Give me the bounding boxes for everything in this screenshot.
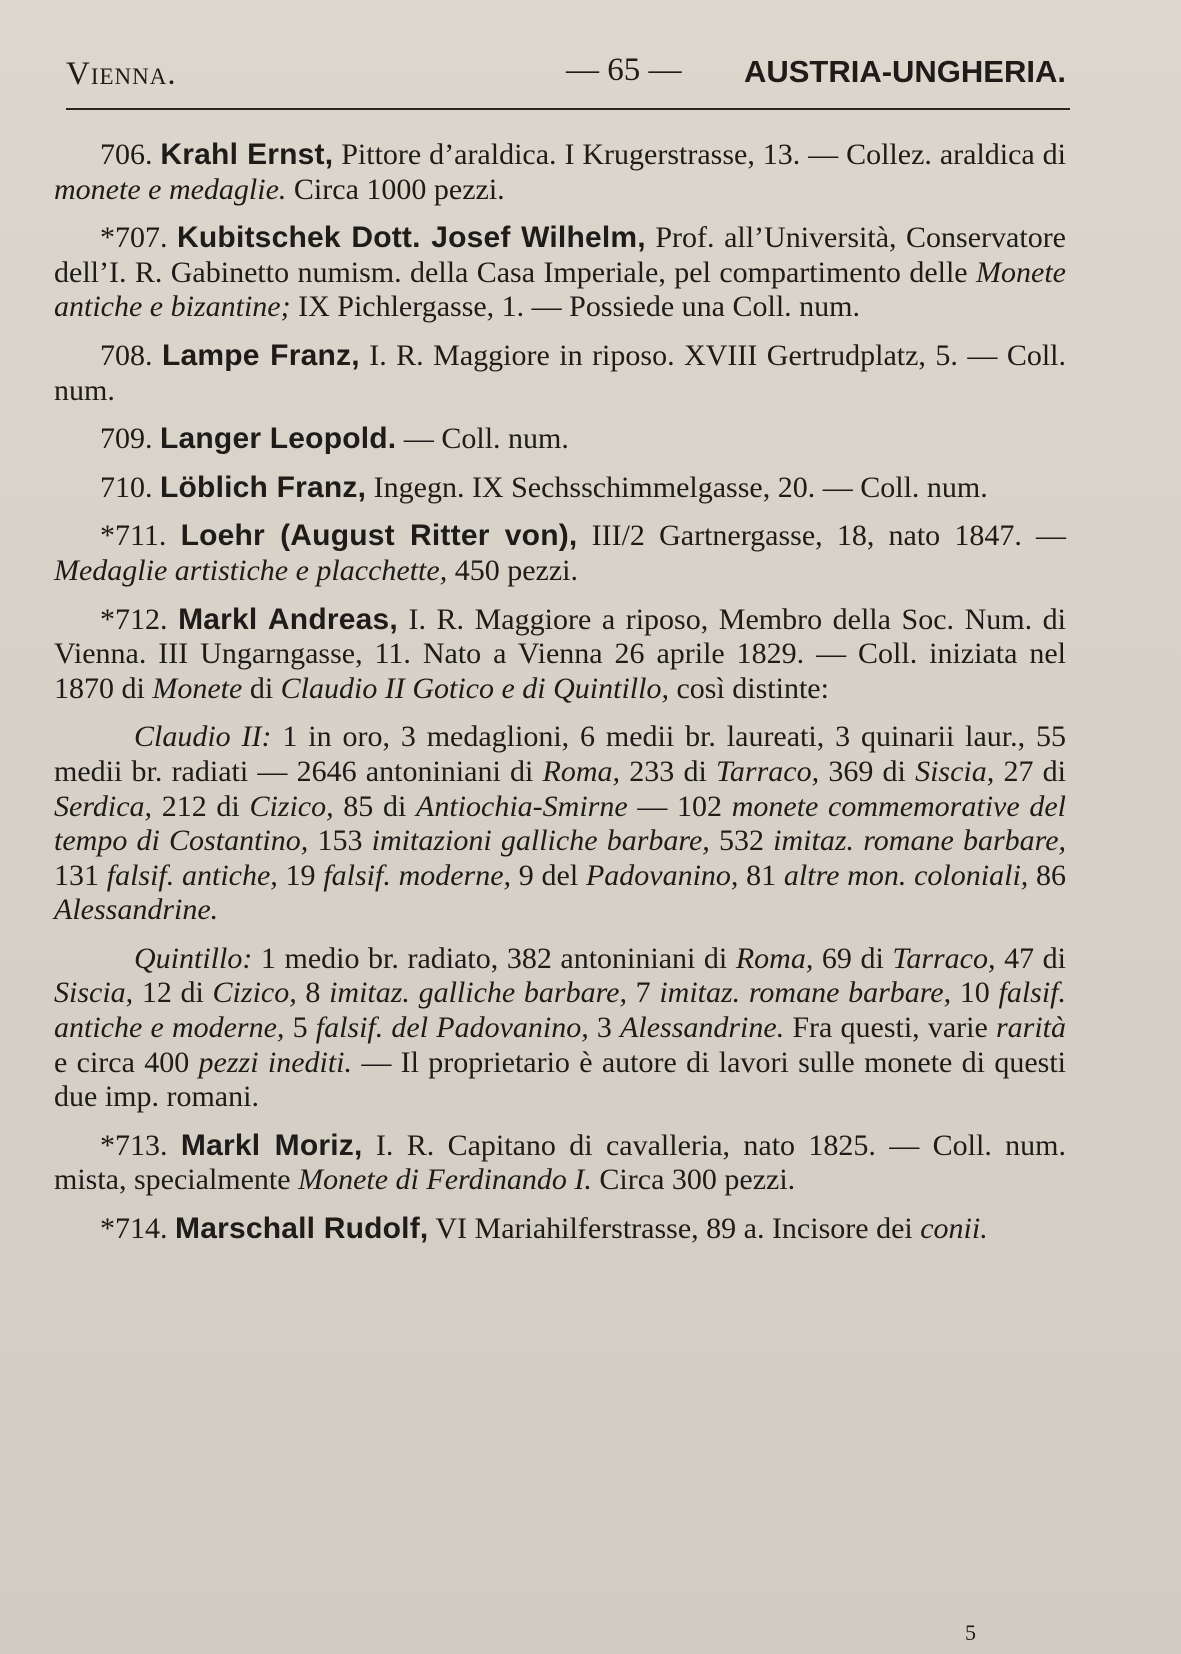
quintillo-paragraph: [54, 942, 1066, 1115]
italic-run: Siscia,: [915, 754, 995, 788]
text-run: 69 di: [813, 941, 893, 975]
italic-run: imitaz. galliche barbare,: [329, 976, 627, 1010]
text-run: 153: [308, 824, 372, 858]
text-run: 19: [277, 858, 324, 892]
entry-text: di: [242, 671, 281, 705]
entry-text: I. R. Maggiore a riposo, Membro della Soc. Num. di Vienna. III Ungarngasse, 11. Nato a Vienna 26 aprile 1829. — Coll. iniziata nel 1870 di: [54, 602, 1066, 705]
entry-714: [54, 1212, 1066, 1247]
italic-run: Alessandrine.: [620, 1011, 785, 1045]
text-run: 5: [284, 1011, 316, 1045]
italic-run: Tarraco,: [716, 754, 820, 788]
text-run: 9 del: [511, 858, 586, 892]
entry-italic: conii.: [920, 1212, 988, 1246]
collector-name: Löblich Franz,: [160, 470, 367, 504]
entry-text: Ingegn. IX Sechsschimmelgasse, 20. — Coll. num.: [366, 470, 988, 504]
italic-run: Roma,: [735, 941, 814, 975]
entry-number: 708.: [100, 338, 153, 372]
entry-text: Pittore d’araldica. I Krugerstrasse, 13. — Collez. araldica di: [333, 138, 1066, 171]
claudio-paragraph: [54, 720, 1066, 928]
italic-run: Siscia,: [54, 976, 134, 1010]
italic-run: falsif. antiche,: [106, 858, 278, 892]
italic-run: Cizico,: [249, 789, 334, 823]
entry-text: Circa 300 pezzi.: [591, 1163, 796, 1197]
entry-italic: Monete di Ferdinando I.: [298, 1163, 592, 1197]
entry-707: [54, 221, 1066, 325]
entry-709: [54, 422, 1066, 457]
entry-number: *712.: [100, 602, 168, 636]
italic-run: imitaz. romane barbare,: [659, 976, 952, 1010]
entry-text: III/2 Gartnergasse, 18, nato 1847. —: [577, 519, 1066, 553]
italic-run: altre mon. coloniali,: [783, 858, 1029, 892]
text-run: e circa 400: [54, 1045, 199, 1079]
entry-text: IX Pichlergasse, 1. — Possiede una Coll. num.: [290, 290, 861, 324]
entry-number: 706.: [100, 138, 153, 171]
entry-number: *711.: [100, 519, 167, 553]
entry-number: *707.: [100, 221, 168, 255]
entry-text: 450 pezzi.: [447, 553, 578, 587]
entry-text: così distinte:: [668, 671, 829, 705]
text-run: 8: [296, 976, 330, 1010]
text-run: 532: [709, 824, 774, 858]
italic-run: Roma,: [542, 754, 621, 788]
header-country: AUSTRIA-UNGHERIA.: [743, 54, 1066, 89]
entry-italic: monete e medaglie.: [54, 172, 287, 206]
entry-italic: Monete antiche e bizantine;: [54, 255, 1066, 324]
text-run: 212 di: [152, 789, 250, 823]
text-run: 27 di: [994, 754, 1066, 788]
entry-number: 710.: [100, 470, 153, 504]
text-run: 86: [1028, 858, 1067, 892]
page-number: — 65 —: [566, 52, 682, 88]
italic-run: pezzi inediti.: [198, 1045, 353, 1079]
entry-text: I. R. Capitano di cavalleria, nato 1825. — Coll. num. mista, specialmente: [54, 1128, 1067, 1197]
italic-run: rarità: [995, 1011, 1066, 1045]
collector-name: Markl Moriz,: [180, 1128, 363, 1162]
text-run: 1 medio br. radiato, 382 antoniniani di: [252, 941, 736, 975]
running-header: [66, 46, 1066, 106]
italic-run: falsif. moderne,: [323, 858, 512, 892]
entry-712: [54, 603, 1066, 707]
text-run: 12 di: [133, 976, 213, 1010]
italic-run: Padovanino,: [585, 858, 739, 892]
header-rule: [66, 108, 1070, 110]
collector-name: Kubitschek Dott. Josef Wilhelm,: [177, 221, 646, 255]
italic-run: Quintillo:: [134, 941, 253, 975]
text-run: 81: [738, 858, 784, 892]
entry-number: *713.: [100, 1128, 168, 1162]
entry-italic: Claudio II Gotico e di Quintillo,: [280, 671, 669, 705]
italic-run: falsif. del Padovanino,: [315, 1011, 589, 1045]
text-run: — 102: [627, 789, 732, 823]
collector-name: Langer Leopold.: [160, 422, 397, 456]
entry-708: [54, 339, 1066, 408]
entry-number: *714.: [100, 1212, 168, 1246]
italic-run: Claudio II:: [134, 720, 272, 754]
collector-name: Marschall Rudolf,: [175, 1212, 429, 1246]
text-run: 3: [588, 1011, 621, 1045]
collector-name: Loehr (August Ritter von),: [180, 519, 578, 553]
entry-713: [54, 1129, 1066, 1198]
text-run: 1 in oro, 3 medaglioni, 6 medii br. laureati, 3 quinarii laur., 55 medii br. radiati — 2646 antoniniani di: [54, 720, 1066, 788]
italic-run: monete commemorative del tempo di Costantino,: [54, 789, 1066, 858]
text-run: 7: [626, 976, 660, 1010]
signature-mark: 5: [965, 1620, 976, 1645]
italic-run: Serdica,: [54, 789, 153, 823]
entry-text: Prof. all’Università, Conservatore dell’I. R. Gabinetto numism. della Casa Imperiale, pel compartimento delle: [54, 221, 1066, 289]
italic-run: Tarraco,: [892, 941, 996, 975]
collector-name: Lampe Franz,: [161, 338, 360, 372]
text-run: 10: [951, 976, 999, 1010]
italic-run: Cizico,: [212, 976, 297, 1010]
italic-run: imitaz. romane barbare,: [773, 824, 1067, 858]
entry-number: 709.: [100, 422, 153, 456]
header-city: Vienna.: [66, 56, 177, 92]
italic-run: Antiochia-Smirne: [416, 789, 628, 823]
entry-text: VI Mariahilferstrasse, 89 a. Incisore dei: [428, 1212, 921, 1246]
entry-711: [54, 519, 1066, 588]
text-run: 85 di: [333, 789, 417, 823]
collector-name: Krahl Ernst,: [160, 138, 334, 171]
text-run: — Il proprietario è autore di lavori sulle monete di questi due imp. romani.: [54, 1045, 1066, 1114]
italic-run: Alessandrine.: [54, 893, 219, 927]
entry-710: [54, 471, 1066, 506]
entry-text: I. R. Maggiore in riposo. XVIII Gertrudplatz, 5. — Coll. num.: [54, 338, 1067, 407]
text-run: 47 di: [995, 941, 1066, 975]
page-body: [54, 138, 1066, 1261]
entry-italic: Monete: [152, 671, 243, 705]
entry-italic: Medaglie artistiche e placchette,: [54, 553, 448, 587]
entry-706: [54, 138, 1066, 207]
entry-text: — Coll. num.: [396, 422, 569, 456]
text-run: 131: [54, 858, 107, 892]
collector-name: Markl Andreas,: [178, 602, 398, 636]
text-run: Fra questi, varie: [784, 1011, 996, 1045]
text-run: 233 di: [620, 754, 716, 788]
italic-run: imitazioni galliche barbare,: [371, 824, 710, 858]
entry-text: Circa 1000 pezzi.: [286, 172, 505, 206]
text-run: 369 di: [819, 754, 916, 788]
italic-run: falsif. antiche e moderne,: [54, 976, 1066, 1045]
